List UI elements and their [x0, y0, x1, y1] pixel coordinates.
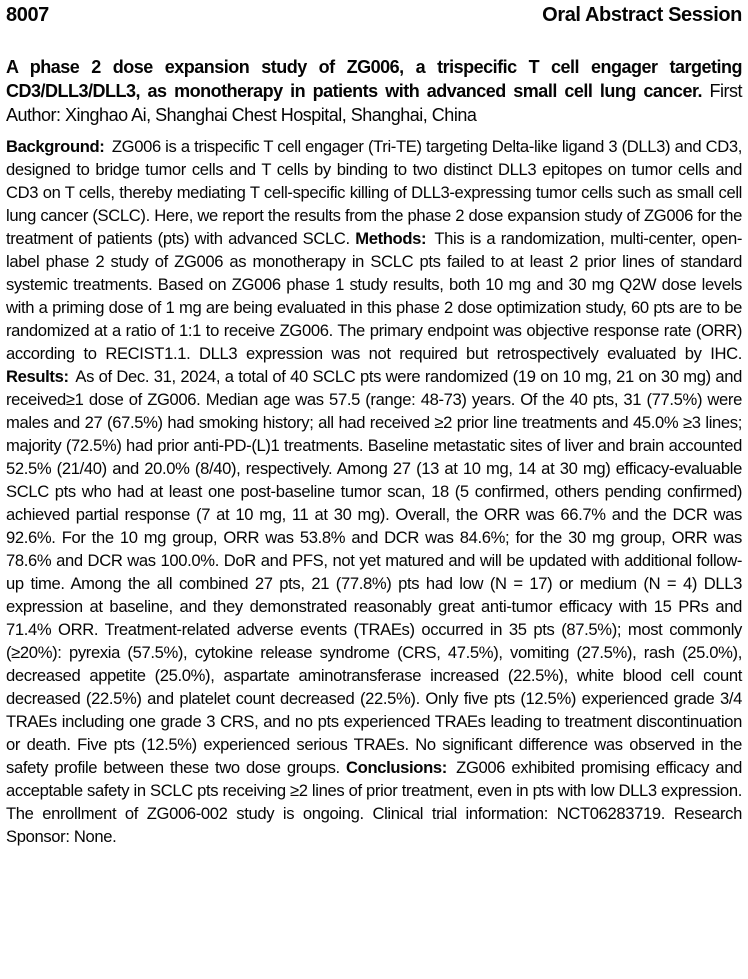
methods-text: This is a randomization, multi-center, open-label phase 2 study of ZG006 as monotherapy in SCLC pts failed to at least 2 prior lines of standard systemic treatments. Based on ZG006 phase 1 study results, both 10 mg and 30 mg Q2W dose levels with a priming dose of 1 mg are being evaluated in this phase 2 dose optimization study, 60 pts are to be randomized at a ratio of 1:1 to receive ZG006. The primary endpoint was objective response rate (ORR) according to RECIST1.1. DLL3 expression was not required but retrospectively evaluated by IHC.	[6, 229, 743, 363]
conclusions-text: ZG006 exhibited promising efficacy and acceptable safety in SCLC pts receiving ≥2 lines of prior treatment, even in pts with low DLL3 expression. The enrollment of ZG006-002 study is ongoing. Clinical trial information: NCT06283719. Research Sponsor: None.	[6, 758, 742, 846]
first-author-line: First Author: Xinghao Ai, Shanghai Chest Hospital, Shanghai, China	[6, 81, 742, 125]
session-title: Oral Abstract Session	[542, 4, 742, 26]
abstract-title: A phase 2 dose expansion study of ZG006, a trispecific T cell engager targeting CD3/DLL3/DLL3, as monotherapy in patients with advanced small cell lung cancer.	[6, 57, 742, 101]
abstract-body	[6, 135, 742, 848]
section-results	[6, 367, 742, 777]
title-block	[6, 55, 742, 127]
background-text: ZG006 is a trispecific T cell engager (Tri-TE) targeting Delta-like ligand 3 (DLL3) and CD3, designed to bridge tumor cells and T cells by binding to two distinct DLL3 epitopes on tumor cells and CD3 on T cells, thereby mediating T cell-specific killing of DLL3-expressing tumor cells such as small cell lung cancer (SCLC). Here, we report the results from the phase 2 dose expansion study of ZG006 for the treatment of patients (pts) with advanced SCLC.	[6, 137, 742, 248]
abstract-number: 8007	[6, 4, 49, 26]
results-label: Results:	[6, 367, 69, 386]
session-header	[6, 3, 742, 27]
methods-label: Methods:	[355, 229, 427, 248]
results-text: As of Dec. 31, 2024, a total of 40 SCLC pts were randomized (19 on 10 mg, 21 on 30 mg) and received≥1 dose of ZG006. Median age was 57.5 (range: 48-73) years. Of the 40 pts, 31 (77.5%) were males and 27 (67.5%) had smoking history; all had received ≥2 prior line treatments and 45.0% ≥3 lines; majority (72.5%) had prior anti-PD-(L)1 treatments. Baseline metastatic sites of liver and brain accounted 52.5% (21/40) and 20.0% (8/40), respectively. Among 27 (13 at 10 mg, 14 at 30 mg) efficacy-evaluable SCLC pts who had at least one post-baseline tumor scan, 18 (5 confirmed, others pending confirmed) achieved partial response (7 at 10 mg, 11 at 30 mg). Overall, the ORR was 66.7% and the DCR was 92.6%. For the 10 mg group, ORR was 53.8% and DCR was 84.6%; for the 30 mg group, ORR was 78.6% and DCR was 100.0%. DoR and PFS, not yet matured and will be updated with additional follow-up time. Among the all combined 27 pts, 21 (77.8%) pts had low (N = 17) or medium (N = 4) DLL3 expression at baseline, and they demonstrated reasonably great anti-tumor efficacy with 15 PRs and 71.4% ORR. Treatment-related adverse events (TRAEs) occurred in 35 pts (87.5%); most commonly (≥20%): pyrexia (57.5%), cytokine release syndrome (CRS, 47.5%), vomiting (27.5%), rash (25.0%), decreased appetite (25.0%), aspartate aminotransferase increased (22.5%), white blood cell count decreased (22.5%) and platelet count decreased (22.5%). Only five pts (12.5%) experienced grade 3/4 TRAEs including one grade 3 CRS, and no pts experienced TRAEs leading to treatment discontinuation or death. Five pts (12.5%) experienced serious TRAEs. No significant difference was observed in the safety profile between these two dose groups.	[6, 367, 742, 777]
section-methods	[6, 229, 742, 363]
background-label: Background:	[6, 137, 105, 156]
conclusions-label: Conclusions:	[346, 758, 447, 777]
